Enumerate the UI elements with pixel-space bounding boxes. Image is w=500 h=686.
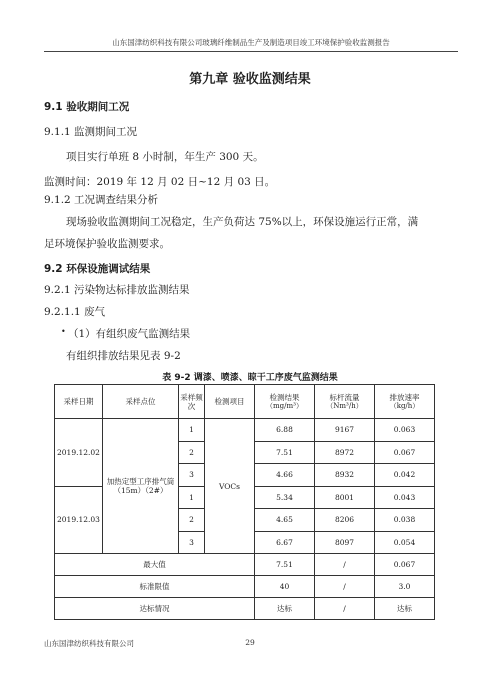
status-rate: 达标 <box>375 598 435 620</box>
concentration-cell: 4.65 <box>255 509 315 532</box>
date-cell: 2019.12.03 <box>55 486 103 554</box>
status-label: 达标情况 <box>55 598 255 620</box>
rate-cell: 0.038 <box>375 509 435 532</box>
max-concentration: 7.51 <box>255 554 315 576</box>
flow-cell: 8097 <box>315 531 375 554</box>
limit-flow: / <box>315 576 375 598</box>
header-rate-label: 排放速率 <box>389 392 420 402</box>
rate-cell: 0.042 <box>375 464 435 487</box>
limit-row <box>55 576 435 598</box>
frequency-cell: 1 <box>179 486 205 509</box>
frequency-cell: 2 <box>179 509 205 532</box>
paragraph-analysis-1: 现场验收监测期间工况稳定，生产负荷达 75%以上，环保设施运行正常，满 <box>66 216 419 228</box>
chapter-title: 第九章 验收监测结果 <box>189 72 311 87</box>
rate-cell: 0.043 <box>375 486 435 509</box>
section-9-2-1: 9.2.1 污染物达标排放监测结果 <box>44 284 190 296</box>
flow-cell: 8206 <box>315 509 375 532</box>
paragraph-table-ref: 有组织排放结果见表 9-2 <box>66 350 181 362</box>
status-concentration: 达标 <box>255 598 315 620</box>
date-cell: 2019.12.02 <box>55 419 103 487</box>
frequency-cell: 3 <box>179 464 205 487</box>
max-rate: 0.067 <box>375 554 435 576</box>
table-row <box>55 419 435 442</box>
header-concentration-unit: （mg/m³） <box>266 401 303 410</box>
header-frequency: 采样频次 <box>179 385 205 419</box>
section-9-1-1: 9.1.1 监测期间工况 <box>44 126 138 138</box>
limit-label: 标准限值 <box>55 576 255 598</box>
concentration-cell: 6.67 <box>255 531 315 554</box>
concentration-cell: 7.51 <box>255 441 315 464</box>
concentration-cell: 4.66 <box>255 464 315 487</box>
concentration-cell: 6.88 <box>255 419 315 442</box>
section-9-2: 9.2 环保设施调试结果 <box>44 263 151 275</box>
section-9-2-1-1: 9.2.1.1 废气 <box>44 306 106 318</box>
header-concentration <box>255 385 315 419</box>
header-concentration-label: 检测结果 <box>269 392 300 402</box>
max-label: 最大值 <box>55 554 255 576</box>
frequency-cell: 3 <box>179 531 205 554</box>
location-cell: 加热定型工序排气筒（15m）（2#） <box>103 419 179 554</box>
paragraph-shift: 项目实行单班 8 小时制，年生产 300 天。 <box>66 151 264 163</box>
monitoring-results-table <box>54 384 435 620</box>
section-9-1: 9.1 验收期间工况 <box>44 101 130 113</box>
status-row <box>55 598 435 620</box>
header-flow-label: 标杆流量 <box>329 392 360 402</box>
header-rate <box>375 385 435 419</box>
header-item: 检测项目 <box>205 385 255 419</box>
max-row <box>55 554 435 576</box>
paragraph-monitor-time: 监测时间：2019 年 12 月 02 日~12 月 03 日。 <box>44 176 276 188</box>
table-header-row <box>55 385 435 419</box>
flow-cell: 9167 <box>315 419 375 442</box>
item-cell: VOCs <box>205 419 255 554</box>
page-number: 29 <box>245 638 255 647</box>
header-flow-unit: （Nm³/h） <box>326 401 363 410</box>
bullet-dot-icon: • <box>61 327 66 336</box>
flow-cell: 8932 <box>315 464 375 487</box>
flow-cell: 8001 <box>315 486 375 509</box>
running-header: 山东国津纺织科技有限公司玻璃纤维制品生产及制造项目竣工环境保护验收监测报告 <box>44 37 458 52</box>
limit-rate: 3.0 <box>375 576 435 598</box>
header-date: 采样日期 <box>55 385 103 419</box>
flow-cell: 8972 <box>315 441 375 464</box>
header-rate-unit: （kg/h） <box>389 401 420 410</box>
frequency-cell: 1 <box>179 419 205 442</box>
limit-concentration: 40 <box>255 576 315 598</box>
frequency-cell: 2 <box>179 441 205 464</box>
rate-cell: 0.067 <box>375 441 435 464</box>
header-location: 采样点位 <box>103 385 179 419</box>
footer-company: 山东国津纺织科技有限公司 <box>44 639 134 648</box>
subsection-organized-gas: （1）有组织废气监测结果 <box>68 328 191 340</box>
header-flow <box>315 385 375 419</box>
section-9-1-2: 9.1.2 工况调查结果分析 <box>44 194 159 206</box>
status-flow: / <box>315 598 375 620</box>
paragraph-analysis-2: 足环境保护验收监测要求。 <box>44 238 170 250</box>
max-flow: / <box>315 554 375 576</box>
rate-cell: 0.063 <box>375 419 435 442</box>
rate-cell: 0.054 <box>375 531 435 554</box>
table-caption: 表 9-2 调漆、喷漆、晾干工序废气监测结果 <box>162 373 338 383</box>
concentration-cell: 5.34 <box>255 486 315 509</box>
